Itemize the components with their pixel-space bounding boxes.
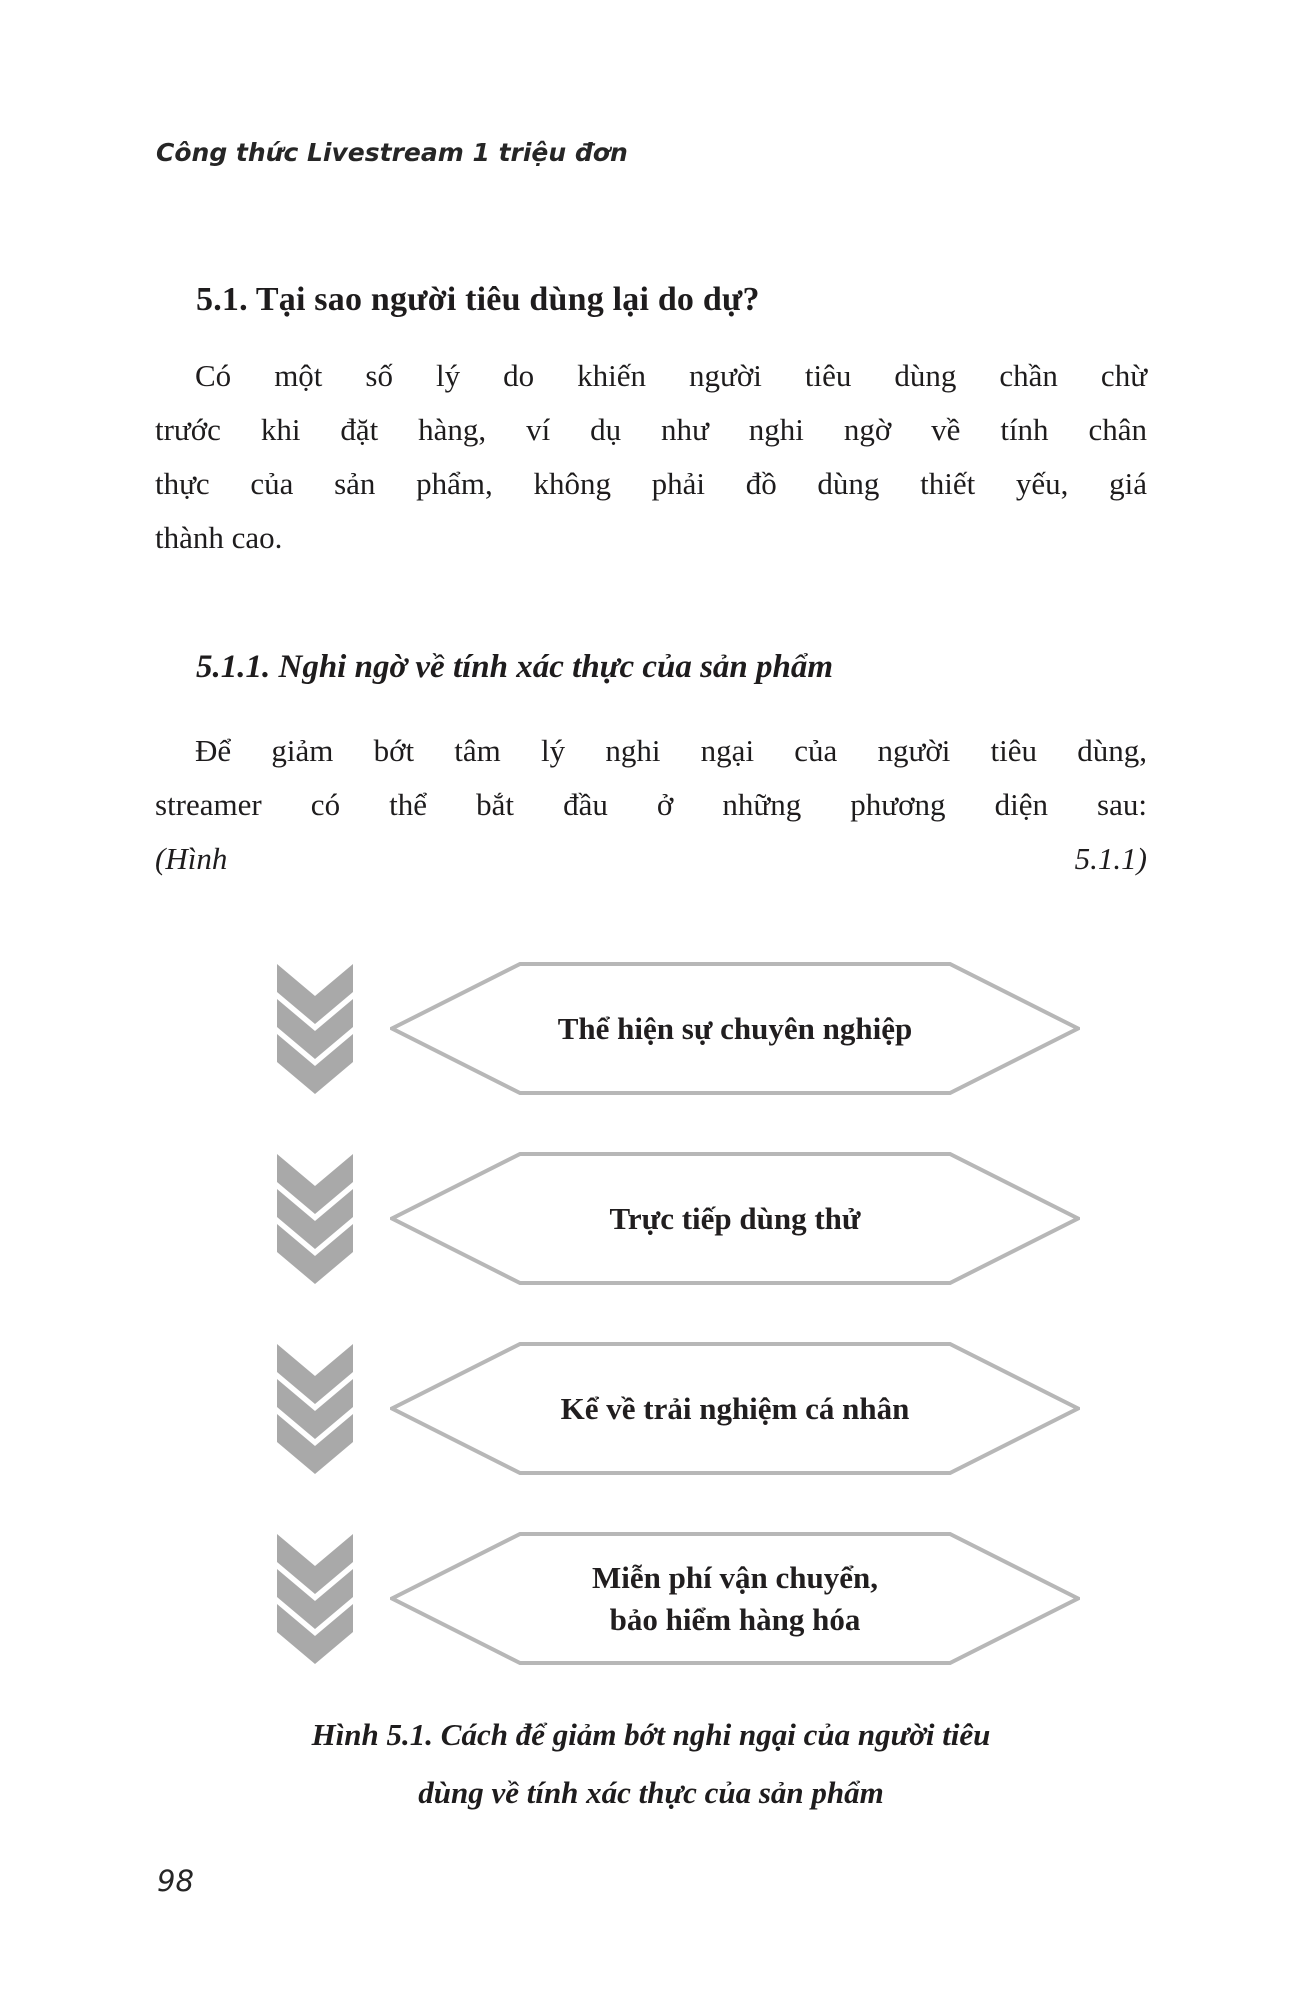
diagram-row xyxy=(277,962,1080,1095)
triple-chevron-down-icon xyxy=(277,1344,353,1474)
figure-caption xyxy=(155,1706,1147,1822)
hexagon-label-line: bảo hiểm hàng hóa xyxy=(609,1601,861,1637)
hexagon-label-line: Miễn phí vận chuyển, xyxy=(592,1559,878,1595)
triple-chevron-down-icon xyxy=(277,1154,353,1284)
paragraph-2 xyxy=(155,724,1147,886)
hexagon-label xyxy=(390,1152,1080,1285)
hexagon-item xyxy=(390,962,1080,1095)
triple-chevron-down-icon xyxy=(277,964,353,1094)
triple-chevron-down-icon xyxy=(277,1534,353,1664)
hexagon-label-line: Thể hiện sự chuyên nghiệp xyxy=(557,1010,913,1046)
page-number: 98 xyxy=(157,1864,194,1898)
hexagon-item xyxy=(390,1152,1080,1285)
figure-caption-line: dùng về tính xác thực của sản phẩm xyxy=(418,1775,884,1810)
hexagon-label-line: Trực tiếp dùng thử xyxy=(609,1200,861,1236)
paragraph-1-line: thực của sản phẩm, không phải đồ dùng thiết yếu, giá xyxy=(155,466,1147,501)
paragraph-2-line: streamer có thể bắt đầu ở những phương diện sau: xyxy=(155,787,1147,822)
paragraph-1 xyxy=(155,349,1147,565)
diagram-row xyxy=(277,1342,1080,1475)
diagram-row xyxy=(277,1152,1080,1285)
hexagon-label xyxy=(390,1532,1080,1665)
paragraph-1-line: trước khi đặt hàng, ví dụ như nghi ngờ về tính chân xyxy=(155,412,1147,447)
diagram-row xyxy=(277,1532,1080,1665)
section-heading: 5.1. Tại sao người tiêu dùng lại do dự? xyxy=(196,280,760,318)
hexagon-label xyxy=(390,1342,1080,1475)
figure-caption-line: Hình 5.1. Cách để giảm bớt nghi ngại của người tiêu xyxy=(311,1717,991,1752)
hexagon-item xyxy=(390,1342,1080,1475)
figure-5-1-diagram xyxy=(277,962,1080,1665)
running-header: Công thức Livestream 1 triệu đơn xyxy=(156,138,628,167)
subsection-heading: 5.1.1. Nghi ngờ về tính xác thực của sản phẩm xyxy=(196,649,834,686)
hexagon-label-line: Kể về trải nghiệm cá nhân xyxy=(560,1390,910,1426)
hexagon-label xyxy=(390,962,1080,1095)
paragraph-2-line: Để giảm bớt tâm lý nghi ngại của người tiêu dùng, xyxy=(195,733,1147,768)
paragraph-1-line: thành cao. xyxy=(155,520,283,555)
paragraph-1-line: Có một số lý do khiến người tiêu dùng chần chừ xyxy=(195,358,1147,393)
hexagon-item xyxy=(390,1532,1080,1665)
figure-reference: (Hình 5.1.1) xyxy=(155,841,1147,876)
